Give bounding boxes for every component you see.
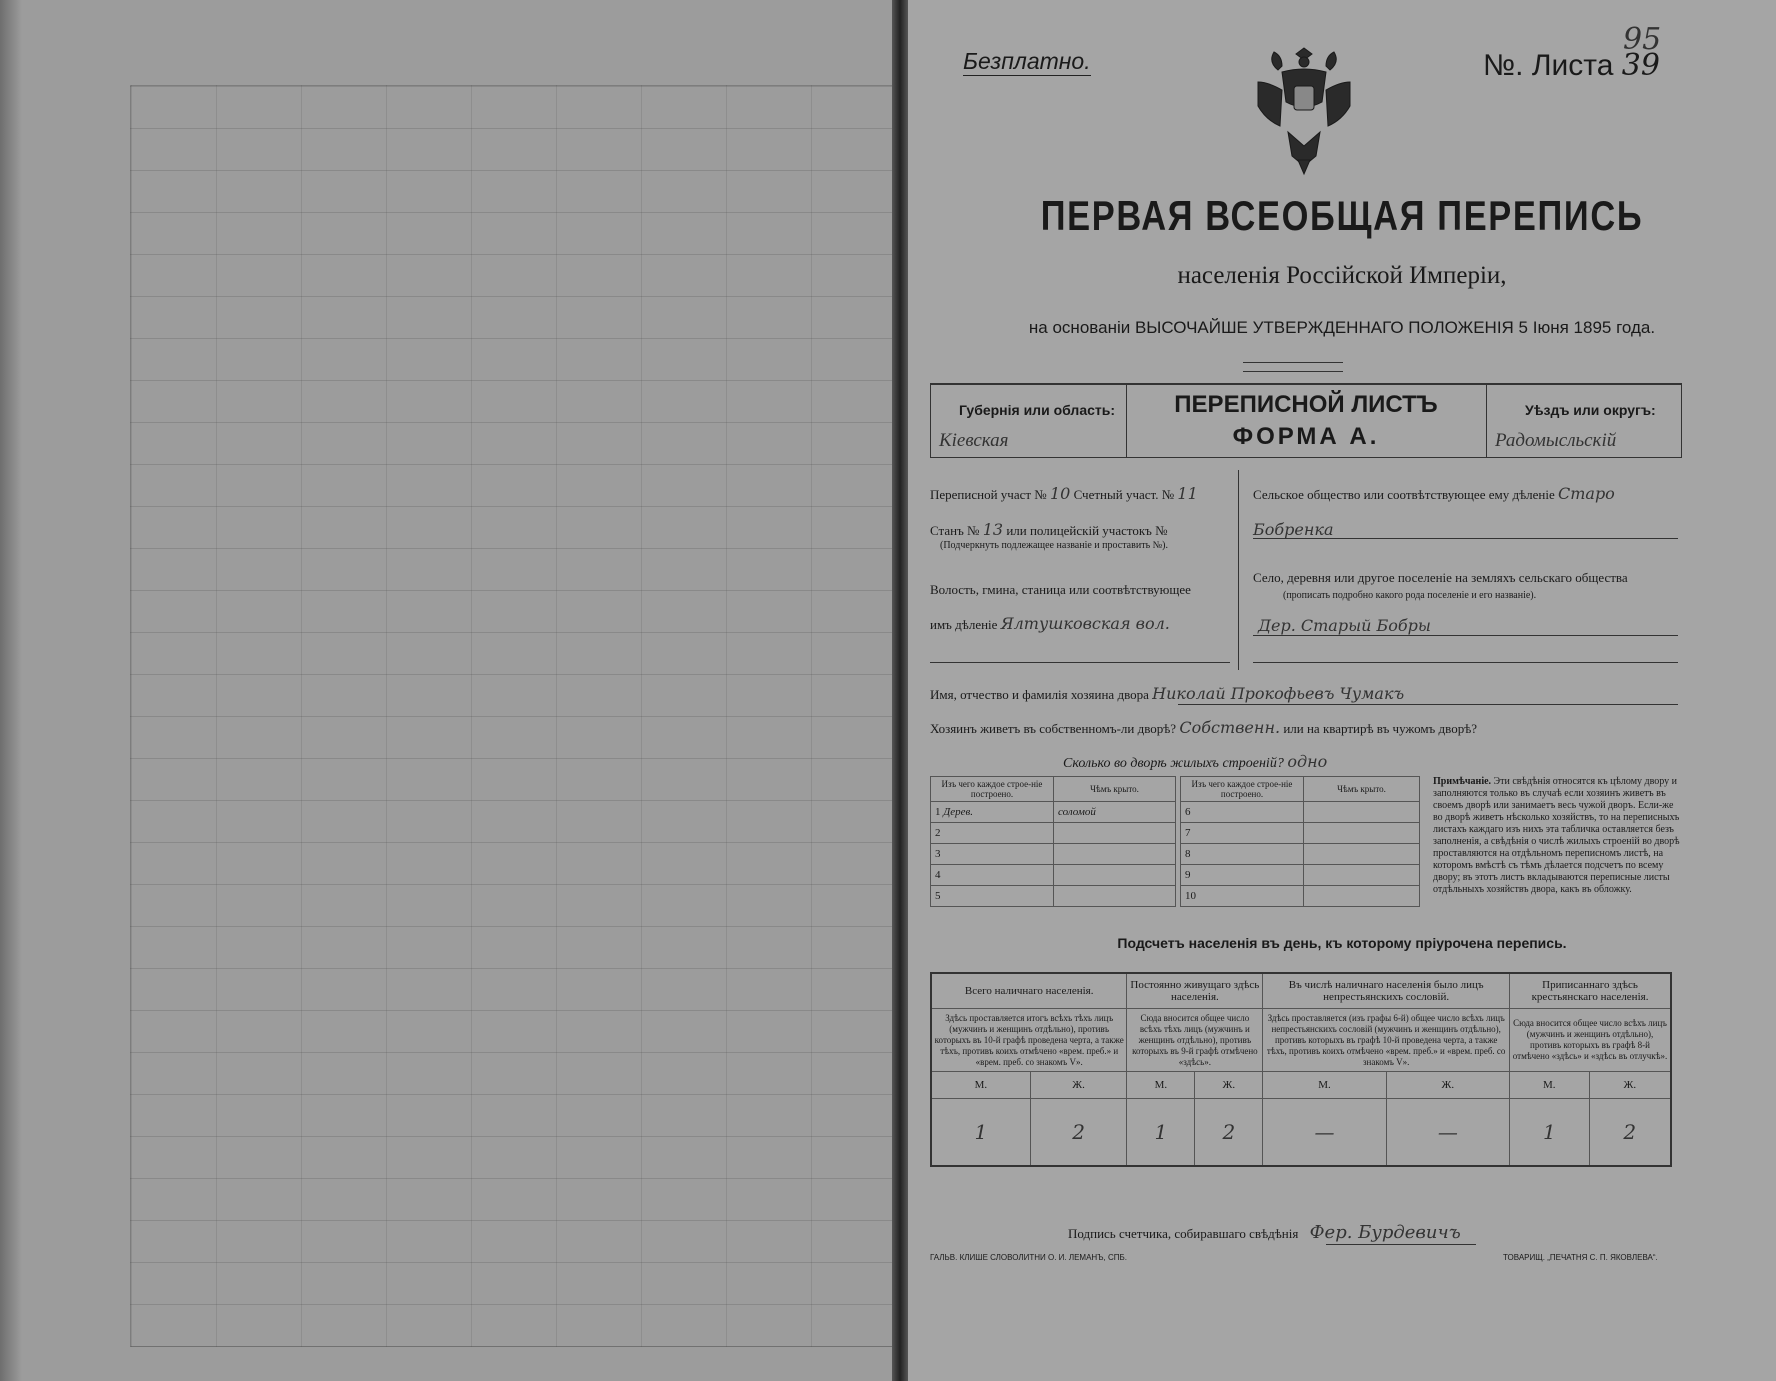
printer-right: ТОВАРИЩ. „ПЕЧАТНЯ С. П. ЯКОВЛЕВА“. — [1503, 1253, 1658, 1262]
table-row: 3 — [931, 844, 1176, 865]
signature-value: Фер. Бурдевичъ — [1309, 1222, 1461, 1243]
header-box — [930, 383, 1682, 458]
free-label: Безплатно. — [963, 48, 1091, 74]
census-form-page — [908, 0, 1776, 1381]
table-row: 5 — [931, 886, 1176, 907]
count-area-value: 11 — [1177, 484, 1198, 503]
pop-total-male: 1 — [931, 1099, 1030, 1167]
table-row: 6 — [1181, 802, 1420, 823]
society-field: Сельское общество или соотвѣтствующее ему дѣленіе Старо — [1253, 484, 1615, 503]
buildings-table-left: Изъ чего каждое строе-ніе построено. Чѣмъ крыто. 1 Дерев. соломой 2 3 4 5 — [930, 776, 1176, 907]
table-row — [931, 1099, 1671, 1167]
pop-col4-head: Приписаннаго здѣсь крестьянскаго населенія. — [1510, 973, 1671, 1009]
pop-registered-male: 1 — [1510, 1099, 1590, 1167]
stan-value: 13 — [982, 520, 1004, 539]
village-label: Село, деревня или другое поселеніе на земляхъ сельскаго общества — [1253, 570, 1628, 585]
district-cell — [1486, 385, 1682, 457]
book-spine — [892, 0, 908, 1381]
table-row: 10 — [1181, 886, 1420, 907]
pop-col3-head: Въ числѣ наличнаго населенія было лицъ непрестьянскихъ сословій. — [1263, 973, 1510, 1009]
signature-underline — [1326, 1244, 1476, 1245]
village-underline — [1253, 635, 1678, 636]
buildings-note: Примѣчаніе. Эти свѣдѣнія относятся къ цѣлому двору и заполняются только въ случаѣ если хозяинъ живетъ въ своемъ дворѣ или занимаетъ весь чужой дворъ. Если-же во дворѣ живетъ нѣсколько хозяйствъ, то на переписныхъ листахъ каждаго изъ нихъ эта табличка оставляется безъ заполненія, а свѣдѣнія о числѣ жилыхъ строеній во дворѣ проставляются на отдѣльномъ переписномъ листѣ, на которомъ вмѣстѣ съ тѣмъ дѣлается подсчетъ по всему двору; въ этотъ листъ вкладываются переписные листы отдѣльныхъ хозяйствъ двора, какъ въ обложку. — [1433, 776, 1680, 895]
column-divider — [1238, 470, 1239, 670]
volost-field: имъ дѣленіе Ялтушковская вол. — [930, 614, 1170, 633]
buildings-value: одно — [1287, 752, 1328, 771]
volost-label: Волость, гмина, станица или соотвѣтствующее — [930, 582, 1191, 597]
village-note: (прописать подробно какого рода поселеніе и его названіе). — [1283, 590, 1537, 601]
pop-col2-head: Постоянно живущаго здѣсь населенія. — [1127, 973, 1263, 1009]
buildings-field: Сколько во дворѣ жилыхъ строеній? одно — [1063, 752, 1328, 771]
form-title: ПЕРВАЯ ВСЕОБЩАЯ ПЕРЕПИСЬ — [1040, 192, 1644, 239]
census-area-field: Переписной участ № 10 Счетный участ. № 11 — [930, 484, 1198, 503]
pop-nonpeasant-male: — — [1263, 1099, 1386, 1167]
archive-folio-number: 95 — [1623, 22, 1662, 57]
population-title: Подсчетъ населенія въ день, къ которому пріурочена перепись. — [1117, 935, 1567, 951]
province-cell — [931, 385, 1127, 457]
form-name-cell — [1126, 385, 1486, 457]
printer-left: ГАЛЬВ. КЛИШЕ СЛОВОЛИТНИ О. И. ЛЕМАНЪ, СПБ. — [930, 1253, 1127, 1262]
form-subtitle: населенія Россійской Имперіи, — [1177, 262, 1507, 289]
owner-value: Николай Прокофьевъ Чумакъ — [1152, 684, 1405, 703]
district-value: Радомысльскій — [1495, 430, 1617, 451]
legal-basis: на основаніи ВЫСОЧАЙШЕ УТВЕРЖДЕННАГО ПОЛОЖЕНІЯ 5 Іюня 1895 года. — [1028, 318, 1656, 337]
double-headed-eagle-icon — [1248, 42, 1360, 182]
faded-table-grid — [130, 85, 902, 1347]
pop-nonpeasant-female: — — [1386, 1099, 1509, 1167]
table-row: 2 — [931, 823, 1176, 844]
buildings-table-right: Изъ чего каждое строе-ніе построено. Чѣмъ крыто. 6 7 8 9 10 — [1180, 776, 1420, 907]
stan-field: Станъ № 13 или полицейскій участокъ № — [930, 520, 1168, 539]
province-value: Кіевская — [939, 430, 1009, 451]
district-label: Уѣздъ или округъ: — [1525, 402, 1656, 418]
own-yard-field: Хозяинъ живетъ въ собственномъ-ли дворѣ? Собственн. или на квартирѣ въ чужомъ дворѣ? — [930, 718, 1478, 737]
village-value: Дер. Старый Бобры — [1258, 616, 1431, 635]
pop-col2-desc: Сюда вносится общее число всѣхъ тѣхъ лицъ (мужчинъ и женщинъ отдѣльно), противъ которыхъ въ 9-й графѣ отмѣчено «здѣсь». — [1127, 1009, 1263, 1072]
pop-total-female: 2 — [1030, 1099, 1127, 1167]
pop-registered-female: 2 — [1589, 1099, 1671, 1167]
society-underline — [1253, 538, 1678, 539]
owner-field: Имя, отчество и фамилія хозяина двора Николай Прокофьевъ Чумакъ — [930, 684, 1405, 703]
enumerator-signature: Подпись счетчика, собиравшаго свѣдѣнія Фер. Бурдевичъ — [1068, 1222, 1461, 1243]
village-field — [1258, 616, 1431, 635]
pop-col4-desc: Сюда вносится общее число всѣхъ лицъ (мужчинъ и женщинъ отдѣльно), противъ которыхъ въ графѣ 8-й отмѣчено «здѣсь» и «здѣсь въ отлучкѣ». — [1510, 1009, 1671, 1072]
population-table: Всего наличнаго населенія. Постоянно живущаго здѣсь населенія. Въ числѣ наличнаго населенія было лицъ непрестьянскихъ сословій. Приписаннаго здѣсь крестьянскаго населенія. Здѣсь проставляется итогъ всѣхъ тѣхъ лицъ (мужчинъ и женщинъ отдѣльно), противъ которыхъ въ 10-й графѣ проведена черта, а также тѣхъ, противъ коихъ отмѣчено «врем. преб.» и «врем. преб. со знакомъ V». Сюда вносится общее число всѣхъ тѣхъ лицъ (мужчинъ и женщинъ отдѣльно), противъ которыхъ въ 9-й графѣ отмѣчено «здѣсь». Здѣсь проставляется (изъ графы 6-й) общее число всѣхъ лицъ непрестьянскихъ сословій (мужчинъ и женщинъ отдѣльно), противъ которыхъ въ графѣ 10-й проведена черта, а также тѣхъ, противъ коихъ отмѣчено «врем. преб.» и «врем. преб. со знакомъ V». Сюда вносится общее число всѣхъ лицъ (мужчинъ и женщинъ отдѣльно), противъ которыхъ въ графѣ 8-й отмѣчено «здѣсь» и «здѣсь въ отлучкѣ». М. Ж. М. Ж. М. Ж. М. Ж. 1 2 1 2 — — 1 2 — [930, 972, 1672, 1167]
table-row: 9 — [1181, 865, 1420, 886]
stan-note: (Подчеркнуть подлежащее названіе и проставить №). — [940, 540, 1168, 551]
owner-underline — [1178, 704, 1678, 705]
page-edge — [0, 0, 22, 1381]
pop-col1-desc: Здѣсь проставляется итогъ всѣхъ тѣхъ лицъ (мужчинъ и женщинъ отдѣльно), противъ которыхъ въ 10-й графѣ проведена черта, а также тѣхъ, противъ коихъ отмѣчено «врем. преб.» и «врем. преб. со знакомъ V». — [931, 1009, 1127, 1072]
table-row: 1 Дерев. соломой — [931, 802, 1176, 823]
volost-value: Ялтушковская вол. — [1000, 614, 1170, 633]
society-value-line2: Бобренка — [1253, 520, 1334, 539]
census-area-value: 10 — [1049, 484, 1071, 503]
form-sheet-title: ПЕРЕПИСНОЙ ЛИСТЪ — [1174, 391, 1438, 418]
ornament-divider — [1243, 362, 1343, 372]
pop-permanent-male: 1 — [1127, 1099, 1195, 1167]
village-underline-2 — [1253, 662, 1678, 663]
pop-col1-head: Всего наличнаго населенія. — [931, 973, 1127, 1009]
blank-line — [930, 662, 1230, 663]
province-label: Губернія или область: — [959, 402, 1116, 418]
form-type: ФОРМА А. — [1232, 423, 1380, 450]
sheet-label: №. Листа — [1483, 49, 1614, 82]
table-row: 4 — [931, 865, 1176, 886]
table-row: 8 — [1181, 844, 1420, 865]
society-value: Старо — [1557, 484, 1615, 503]
pop-permanent-female: 2 — [1195, 1099, 1263, 1167]
own-yard-value: Собственн. — [1179, 718, 1281, 737]
sheet-value: 39 — [1621, 48, 1660, 83]
pop-col3-desc: Здѣсь проставляется (изъ графы 6-й) общее число всѣхъ лицъ непрестьянскихъ сословій (мужчинъ и женщинъ отдѣльно), противъ которыхъ въ графѣ 10-й проведена черта, а также тѣхъ, противъ коихъ отмѣчено «врем. преб.» и «врем. преб. со знакомъ V». — [1263, 1009, 1510, 1072]
table-row: 7 — [1181, 823, 1420, 844]
